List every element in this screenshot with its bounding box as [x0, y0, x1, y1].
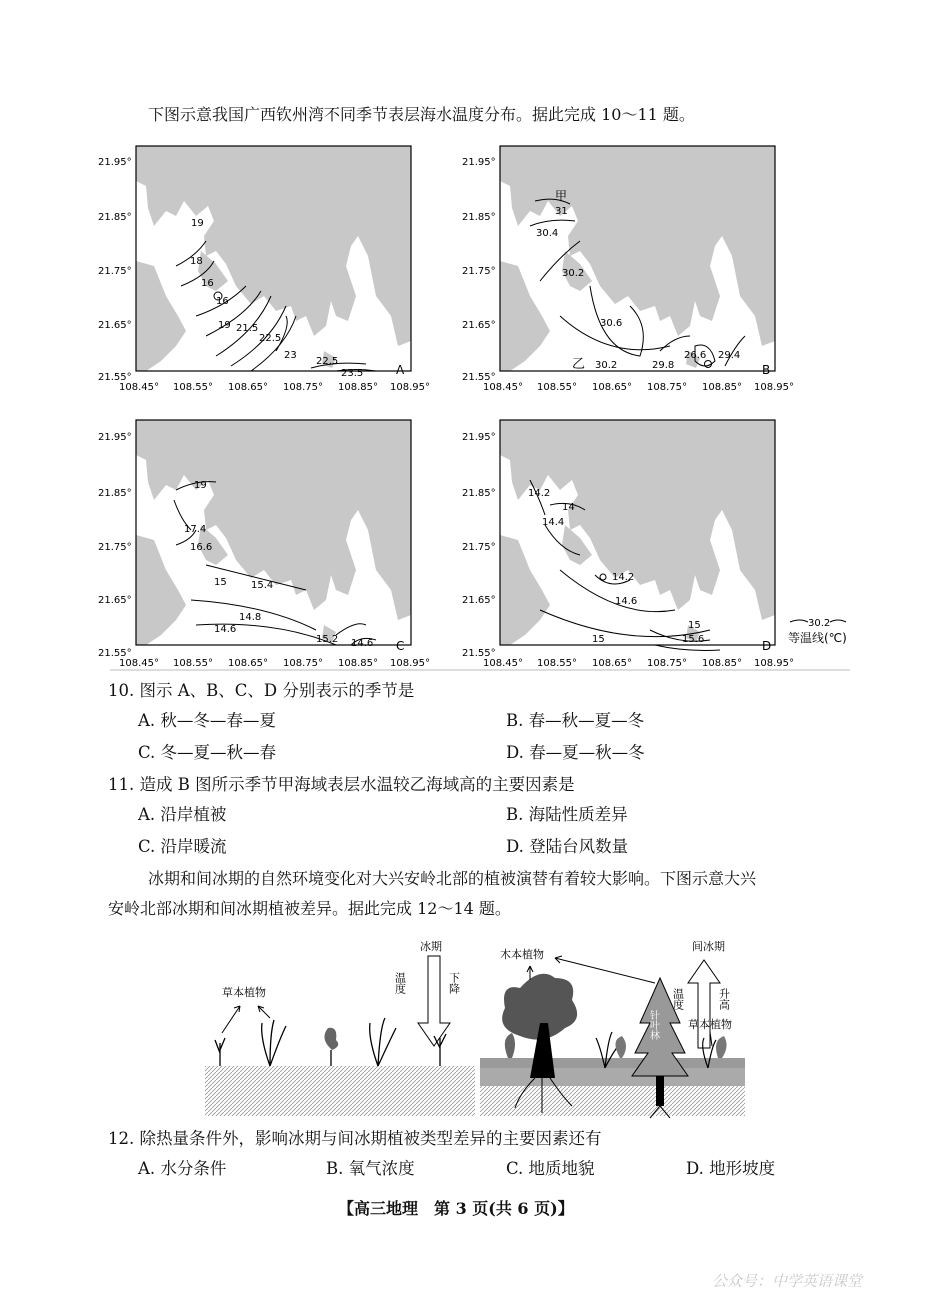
intro-text-maps: 下图示意我国广西钦州湾不同季节表层海水温度分布。据此完成 10～11 题。: [148, 105, 695, 124]
temperature-label-right: 温度: [671, 988, 685, 1010]
q12-option-c: C. 地质地貌: [506, 1159, 595, 1178]
lat-label: 21.75°: [462, 542, 496, 553]
legend-label: 等温线(℃): [788, 631, 847, 645]
isoline-label: 15: [592, 634, 605, 645]
lon-label: 108.55°: [173, 382, 213, 393]
q12-option-b: B. 氧气浓度: [326, 1159, 415, 1178]
lat-label: 21.85°: [98, 212, 132, 223]
isoline-label: 15.6: [682, 634, 705, 645]
lat-label: 21.85°: [462, 212, 496, 223]
isoline-label: 16: [216, 296, 229, 307]
q10-option-b: B. 春—秋—夏—冬: [506, 711, 645, 730]
lon-label: 108.45°: [483, 382, 523, 393]
map-a: [136, 146, 411, 379]
q12-option-d: D. 地形坡度: [686, 1159, 776, 1178]
watermark: 公众号：中学英语课堂: [712, 1272, 863, 1290]
isoline-label: 14.6: [214, 624, 237, 635]
isoline-label: 26.6: [684, 350, 707, 361]
lon-label: 108.85°: [338, 658, 378, 669]
q11-option-c: C. 沿岸暖流: [138, 837, 227, 856]
page-footer: 【高三地理 第 3 页(共 6 页)】: [338, 1199, 574, 1218]
q11-option-a: A. 沿岸植被: [138, 805, 227, 824]
isoline-label: 29.4: [718, 350, 741, 361]
q11-option-b: B. 海陆性质差异: [506, 805, 628, 824]
lon-label: 108.65°: [592, 382, 632, 393]
lat-label: 21.85°: [462, 488, 496, 499]
isoline-label: 15.2: [316, 634, 339, 645]
woody-label: 木本植物: [500, 948, 544, 961]
lat-label: 21.65°: [98, 595, 132, 606]
lat-label: 21.55°: [462, 372, 496, 383]
lon-label: 108.45°: [119, 658, 159, 669]
lon-label: 108.55°: [173, 658, 213, 669]
question-12-stem: 12. 除热量条件外，影响冰期与间冰期植被类型差异的主要因素还有: [108, 1129, 602, 1148]
interglacial-label: 间冰期: [692, 940, 725, 953]
lon-label: 108.65°: [228, 658, 268, 669]
lon-label: 108.85°: [702, 658, 742, 669]
intro-text-vegetation-1: 冰期和间冰期的自然环境变化对大兴安岭北部的植被演替有着较大影响。下图示意大兴: [148, 869, 757, 888]
q10-option-d: D. 春—夏—秋—冬: [506, 743, 645, 762]
isoline-label: 19: [194, 480, 207, 491]
temperature-label-left: 温度: [393, 972, 407, 994]
lat-label: 21.55°: [98, 648, 132, 659]
panel-label: B: [762, 363, 771, 377]
map-b: [500, 146, 775, 377]
lat-label: 21.75°: [462, 266, 496, 277]
map-d: [500, 420, 775, 653]
isotherm-legend: [788, 618, 847, 645]
isoline-label: 14.2: [528, 488, 551, 499]
lat-label: 21.85°: [98, 488, 132, 499]
panel-label: D: [762, 639, 772, 653]
lat-label: 21.95°: [462, 157, 496, 168]
lat-label: 21.65°: [462, 595, 496, 606]
lon-label: 108.95°: [390, 382, 430, 393]
isoline-label: 15.4: [251, 580, 274, 591]
lon-label: 108.75°: [647, 658, 687, 669]
isoline-label: 19: [191, 218, 204, 229]
isoline-label: 21.5: [236, 323, 259, 334]
lat-label: 21.95°: [98, 157, 132, 168]
lat-label: 21.55°: [462, 648, 496, 659]
question-10-stem: 10. 图示 A、B、C、D 分别表示的季节是: [108, 681, 415, 700]
panel-label: A: [396, 363, 405, 377]
lat-label: 21.95°: [98, 432, 132, 443]
increase-label: 升高: [717, 988, 731, 1010]
isoline-label: 22.5: [316, 356, 339, 367]
isoline-label: 18: [190, 256, 203, 267]
isoline-label: 14.8: [239, 612, 262, 623]
isoline-label: 30.2: [595, 360, 618, 371]
isoline-label: 15: [688, 620, 701, 631]
lon-label: 108.75°: [647, 382, 687, 393]
lon-label: 108.65°: [592, 658, 632, 669]
map-c: [136, 420, 411, 653]
isoline-label: 29.8: [652, 360, 675, 371]
q10-option-a: A. 秋—冬—春—夏: [138, 711, 276, 730]
isoline-label: 23.5: [341, 368, 364, 379]
lon-label: 108.45°: [483, 658, 523, 669]
lon-label: 108.85°: [338, 382, 378, 393]
lon-label: 108.45°: [119, 382, 159, 393]
isoline-label: 19: [218, 320, 231, 331]
question-11-stem: 11. 造成 B 图所示季节甲海域表层水温较乙海域高的主要因素是: [108, 775, 575, 794]
isoline-label: 30.2: [562, 268, 585, 279]
lat-label: 21.55°: [98, 372, 132, 383]
q10-option-c: C. 冬—夏—秋—春: [138, 743, 277, 762]
conifer-label: 针叶林: [647, 1010, 659, 1040]
herb-label-left: 草本植物: [222, 986, 266, 999]
lon-label: 108.55°: [537, 382, 577, 393]
glacial-label: 冰期: [420, 940, 442, 953]
lat-label: 21.65°: [462, 320, 496, 331]
isoline-label: 17.4: [184, 524, 207, 535]
herb-label-right: 草本植物: [688, 1018, 732, 1031]
isoline-label: 14.2: [612, 572, 635, 583]
isoline-label: 14: [562, 502, 575, 513]
lat-label: 21.75°: [98, 542, 132, 553]
isoline-label: 30.6: [600, 318, 623, 329]
isoline-label: 14.6: [615, 596, 638, 607]
q11-option-d: D. 登陆台风数量: [506, 837, 629, 856]
intro-text-vegetation-2: 安岭北部冰期和间冰期植被差异。据此完成 12～14 题。: [108, 899, 511, 918]
isoline-label: 30.4: [536, 228, 559, 239]
lon-label: 108.95°: [754, 658, 794, 669]
isoline-label: 23: [284, 350, 297, 361]
isoline-label: 16.6: [190, 542, 213, 553]
vegetation-diagram: [200, 928, 750, 1120]
isoline-label: 16: [201, 278, 214, 289]
isoline-label: 14.6: [351, 638, 374, 649]
lat-label: 21.75°: [98, 266, 132, 277]
lat-label: 21.95°: [462, 432, 496, 443]
lon-label: 108.95°: [390, 658, 430, 669]
lon-label: 108.75°: [283, 658, 323, 669]
lon-label: 108.65°: [228, 382, 268, 393]
isoline-label: 14.4: [542, 517, 565, 528]
isoline-label: 31: [555, 206, 568, 217]
lat-label: 21.65°: [98, 320, 132, 331]
lon-label: 108.55°: [537, 658, 577, 669]
isoline-label: 15: [214, 577, 227, 588]
lon-label: 108.85°: [702, 382, 742, 393]
lon-label: 108.75°: [283, 382, 323, 393]
q12-option-a: A. 水分条件: [138, 1159, 227, 1178]
panel-label: C: [396, 639, 405, 653]
decrease-label: 下降: [447, 972, 461, 994]
place-yi: 乙: [572, 357, 586, 372]
place-jia: 甲: [555, 189, 568, 203]
legend-value: 30.2: [808, 618, 831, 629]
lon-label: 108.95°: [754, 382, 794, 393]
isoline-label: 22.5: [259, 333, 282, 344]
